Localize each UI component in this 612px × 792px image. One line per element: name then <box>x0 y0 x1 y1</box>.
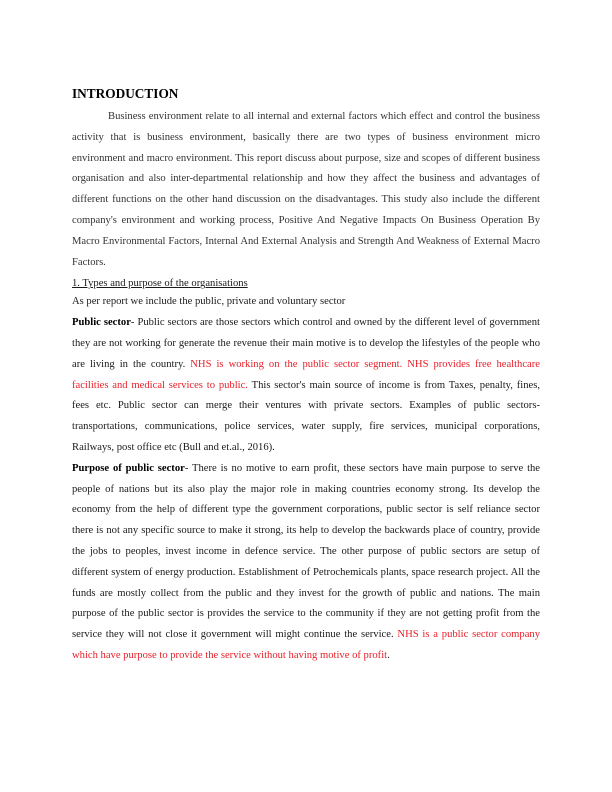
purpose-public-label: Purpose of public sector <box>72 462 185 474</box>
document-page <box>72 84 540 667</box>
section-heading-types: 1. Types and purpose of the organisations <box>72 278 248 290</box>
purpose-public-paragraph <box>72 459 540 667</box>
public-sector-text-b: This sector's main source of income is from Taxes, penalty, fines, fees etc. Public sector can merge their ventures with private sectors. Examples of public sectors- transportations, communications, police services, water supply, fire services, municipal corporations, Railways, post office etc (Bull and et.al., 2016). <box>72 379 540 453</box>
nhs-highlight-1: NHS is working on the public sector segment. NHS provides free healthcare facilities and medical services to public. <box>72 358 540 391</box>
purpose-public-text-b: . <box>387 649 390 661</box>
public-sector-paragraph <box>72 313 540 459</box>
page-title: INTRODUCTION <box>72 86 179 101</box>
public-sector-label: Public sector <box>72 317 131 329</box>
purpose-public-text-a: - There is no motive to earn profit, these sectors have main purpose to serve the people of nations but its also play the major role in making countries economy strong. Its develop the economy from the help of different type the government corporations, public sector is self reliance sector there is not any specific source to make it strong, its help to develop the backwards place of country, provide the jobs to peoples, invest income in defence service. The other purpose of public sectors are setup of different system of energy production. Establishment of Petrochemicals plants, space research project. All the funds are mostly collect from the public and they invest for the growth of public and nations. The main purpose of the public sector is provides the service to the community if they are not getting profit from the service they will not close it government will might continue the service. <box>72 462 541 641</box>
nhs-highlight-2: NHS is a public sector company which have purpose to provide the service without having motive of profit <box>72 629 541 661</box>
intro-paragraph: Business environment relate to all internal and external factors which effect and control the business activity that is business environment, basically there are two types of business environment micro environment and macro environment. This report discuss about purpose, size and scopes of different business organisation and also inter-departmental relationship and how they affect the business and advantages of different functions on the other hand discussion on the disadvantages. This study also include the different company's environment and working process, Positive And Negative Impacts On Business Operation By Macro Environmental Factors, Internal And External Analysis and Strength And Weakness of External Macro Factors. <box>72 111 540 268</box>
section-lead: As per report we include the public, private and voluntary sector <box>72 296 346 308</box>
public-sector-text-a: - Public sectors are those sectors which control and owned by the different level of government they are not working for generate the revenue their main motive is to develop the lifestyles of the people who are living in the country. <box>72 317 540 370</box>
